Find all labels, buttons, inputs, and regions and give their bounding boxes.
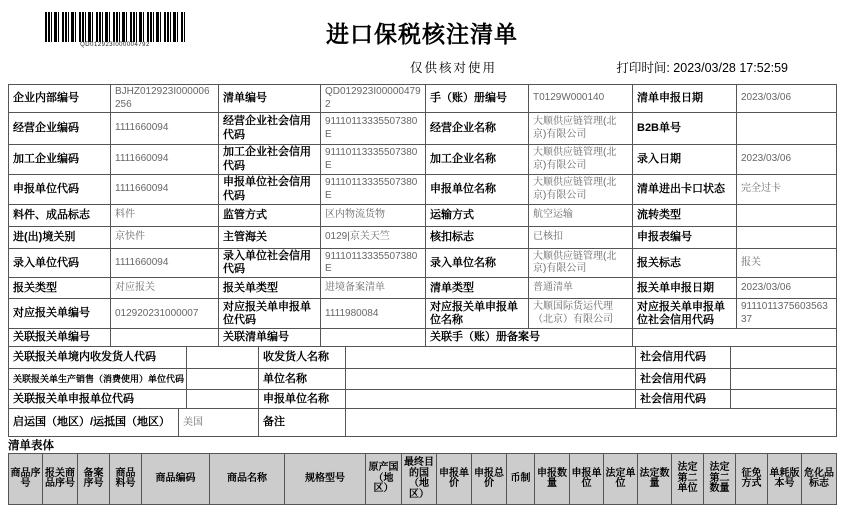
form-field-label: 备注 <box>259 409 346 436</box>
form-field-value: 大顺国际货运代理（北京）有限公司 <box>529 299 633 328</box>
form-field-value: 大顺供应链管理(北京)有限公司 <box>529 249 633 277</box>
form-field-label: 社会信用代码 <box>636 369 731 389</box>
detail-column-header: 规格型号 <box>285 454 366 504</box>
form-row <box>9 278 836 299</box>
form-row <box>9 299 836 329</box>
form-field-label: 清单进出卡口状态 <box>633 175 737 204</box>
detail-column-header: 币制 <box>507 454 535 504</box>
form-field-label: 加工企业社会信用代码 <box>219 145 321 174</box>
form-field-value: 完全过卡 <box>741 183 781 195</box>
form-field-value: 1111660094 <box>111 113 219 144</box>
form-field-label: B2B单号 <box>633 113 737 144</box>
detail-column-header: 征免方式 <box>736 454 768 504</box>
form-field-label: 对应报关单申报单位代码 <box>219 299 321 328</box>
form-field-value: 2023/03/06 <box>741 153 792 165</box>
form-field-label: 关联报关单境内收发货人代码 <box>9 347 187 368</box>
form-field-value: 普通清单 <box>529 278 633 298</box>
form-field-value: 1111660094 <box>111 145 219 174</box>
print-time-value: 2023/03/28 17:52:59 <box>673 61 788 75</box>
form-field-value <box>346 369 636 389</box>
form-field-value: 91110113335507380E <box>321 145 426 174</box>
page-subtitle: 仅供核对使用 <box>410 61 498 75</box>
form-field-value: 91110113335507380E <box>321 249 426 277</box>
form-field-label: 清单编号 <box>219 85 321 112</box>
form-field-value: 911101137560356337 <box>741 301 828 325</box>
form-field-value: 料件 <box>111 205 219 226</box>
form-field-value: 京快件 <box>111 227 219 248</box>
form-field-label: 监管方式 <box>219 205 321 226</box>
form-field-label: 核扣标志 <box>426 227 529 248</box>
form-field-value <box>731 347 836 368</box>
detail-column-header: 法定单位 <box>604 454 638 504</box>
form-field-value <box>731 369 836 389</box>
form-field-value <box>737 205 836 226</box>
detail-column-header: 报关商品序号 <box>43 454 78 504</box>
form-field-label: 运输方式 <box>426 205 529 226</box>
detail-section-title: 清单表体 <box>8 440 54 452</box>
detail-column-header: 申报数量 <box>535 454 570 504</box>
detail-column-header: 原产国（地区） <box>366 454 402 504</box>
form-field-value <box>187 347 259 368</box>
form-field-label: 录入单位名称 <box>426 249 529 277</box>
form-field-label: 经营企业名称 <box>426 113 529 144</box>
form-field-value: 2023/03/06 <box>741 92 792 104</box>
form-row <box>9 205 836 227</box>
form-field-label: 对应报关单申报单位社会信用代码 <box>633 299 737 328</box>
form-field-value <box>111 329 219 346</box>
form-field-label: 关联清单编号 <box>219 329 321 346</box>
form-field-label: 关联手（账）册备案号 <box>426 329 633 346</box>
form-field-label: 申报单位名称 <box>426 175 529 204</box>
form-field-label: 关联报关单编号 <box>9 329 111 346</box>
form-row <box>9 329 836 347</box>
form-field-value <box>737 227 836 248</box>
form-field-label: 关联报关单申报单位代码 <box>9 390 187 408</box>
form-field-label: 进(出)境关别 <box>9 227 111 248</box>
detail-column-header: 单耗版本号 <box>768 454 802 504</box>
detail-column-header: 申报总价 <box>472 454 507 504</box>
print-time <box>616 58 788 76</box>
form-field-label: 启运国（地区）/运抵国（地区） <box>9 409 179 436</box>
form-field-label: 手（账）册编号 <box>426 85 529 112</box>
detail-column-header: 备案序号 <box>78 454 110 504</box>
form-field-label: 申报表编号 <box>633 227 737 248</box>
detail-column-header: 商品序号 <box>9 454 43 504</box>
form-field-value: 大顺供应链管理(北京)有限公司 <box>529 175 633 204</box>
detail-table-header <box>8 453 837 505</box>
form-field-value <box>346 409 836 436</box>
form-field-label: 录入单位社会信用代码 <box>219 249 321 277</box>
form-field-value: 1111660094 <box>111 249 219 277</box>
form-row <box>9 347 836 369</box>
form-field-value: 大顺供应链管理(北京)有限公司 <box>529 145 633 174</box>
form-field-label: 收发货人名称 <box>259 347 346 368</box>
form-field-value: 区内物流货物 <box>321 205 426 226</box>
form-field-label: 企业内部编号 <box>9 85 111 112</box>
form-field-label: 料件、成品标志 <box>9 205 111 226</box>
form-field-label: 经营企业社会信用代码 <box>219 113 321 144</box>
form-row <box>9 390 836 409</box>
detail-column-header: 法定第二单位 <box>672 454 704 504</box>
form-field-value <box>633 329 836 346</box>
form-field-value <box>346 347 636 368</box>
form-field-value: 1111660094 <box>111 175 219 204</box>
form-field-label: 关联报关单生产销售（消费使用）单位代码 <box>9 369 187 389</box>
barcode-text: QD012923I000004792 <box>80 42 150 48</box>
form-field-value: 航空运输 <box>529 205 633 226</box>
form-field-value <box>737 113 836 144</box>
form-field-value: 2023/03/06 <box>741 282 792 294</box>
detail-column-header: 申报单价 <box>437 454 472 504</box>
form-field-label: 对应报关单申报单位名称 <box>426 299 529 328</box>
detail-column-header: 危化品标志 <box>804 467 834 489</box>
form-field-label: 申报单位社会信用代码 <box>219 175 321 204</box>
form-row <box>9 249 836 278</box>
form-field-label: 社会信用代码 <box>636 390 731 408</box>
form-field-label: 申报单位代码 <box>9 175 111 204</box>
form-row <box>9 113 836 145</box>
detail-column-header: 商品料号 <box>110 454 142 504</box>
form-field-value <box>187 369 259 389</box>
form-row <box>9 175 836 205</box>
form-field-value: 91110113335507380E <box>321 113 426 144</box>
page-title: 进口保税核注清单 <box>326 22 518 47</box>
form-row <box>9 227 836 249</box>
form-field-value: 美国 <box>179 409 259 436</box>
form-field-label: 清单类型 <box>426 278 529 298</box>
form-field-label: 加工企业编码 <box>9 145 111 174</box>
form-row <box>9 409 836 436</box>
form-field-value: 1111980084 <box>321 299 426 328</box>
form-field-label: 加工企业名称 <box>426 145 529 174</box>
form-field-value: 进境备案清单 <box>321 278 426 298</box>
main-form-table <box>8 84 837 437</box>
form-field-value: 已核扣 <box>529 227 633 248</box>
form-field-label: 报关单类型 <box>219 278 321 298</box>
form-field-value: 报关 <box>741 256 761 268</box>
form-field-label: 报关单申报日期 <box>633 278 737 298</box>
form-field-value <box>731 390 836 408</box>
form-field-label: 录入日期 <box>633 145 737 174</box>
detail-column-header: 法定数量 <box>638 454 672 504</box>
form-field-value: 012920231000007 <box>111 299 219 328</box>
form-field-label: 对应报关单编号 <box>9 299 111 328</box>
form-field-label: 主管海关 <box>219 227 321 248</box>
form-field-value: BJHZ012923I000006256 <box>111 85 219 112</box>
detail-column-header: 申报单位 <box>570 454 604 504</box>
form-field-label: 报关类型 <box>9 278 111 298</box>
form-row <box>9 85 836 113</box>
form-field-value <box>321 329 426 346</box>
form-field-label: 经营企业编码 <box>9 113 111 144</box>
form-field-value: QD012923I000004792 <box>321 85 426 112</box>
detail-column-header: 法定第二数量 <box>704 454 736 504</box>
form-field-value: 0129|京关天竺 <box>321 227 426 248</box>
form-field-label: 社会信用代码 <box>636 347 731 368</box>
form-field-label: 流转类型 <box>633 205 737 226</box>
form-field-label: 报关标志 <box>633 249 737 277</box>
form-row <box>9 145 836 175</box>
form-field-value <box>187 390 259 408</box>
form-field-value: 对应报关 <box>111 278 219 298</box>
form-field-label: 清单申报日期 <box>633 85 737 112</box>
form-field-value <box>346 390 636 408</box>
form-field-label: 申报单位名称 <box>259 390 346 408</box>
detail-column-header: 最终目的国（地区） <box>402 454 437 504</box>
form-field-label: 单位名称 <box>259 369 346 389</box>
form-field-label: 录入单位代码 <box>9 249 111 277</box>
print-time-label: 打印时间: <box>616 61 670 75</box>
detail-column-header: 商品名称 <box>210 454 285 504</box>
form-field-value: 91110113335507380E <box>321 175 426 204</box>
form-field-value: T0129W000140 <box>529 85 633 112</box>
form-row <box>9 369 836 390</box>
form-field-value: 大顺供应链管理(北京)有限公司 <box>529 113 633 144</box>
detail-column-header: 商品编码 <box>142 454 210 504</box>
